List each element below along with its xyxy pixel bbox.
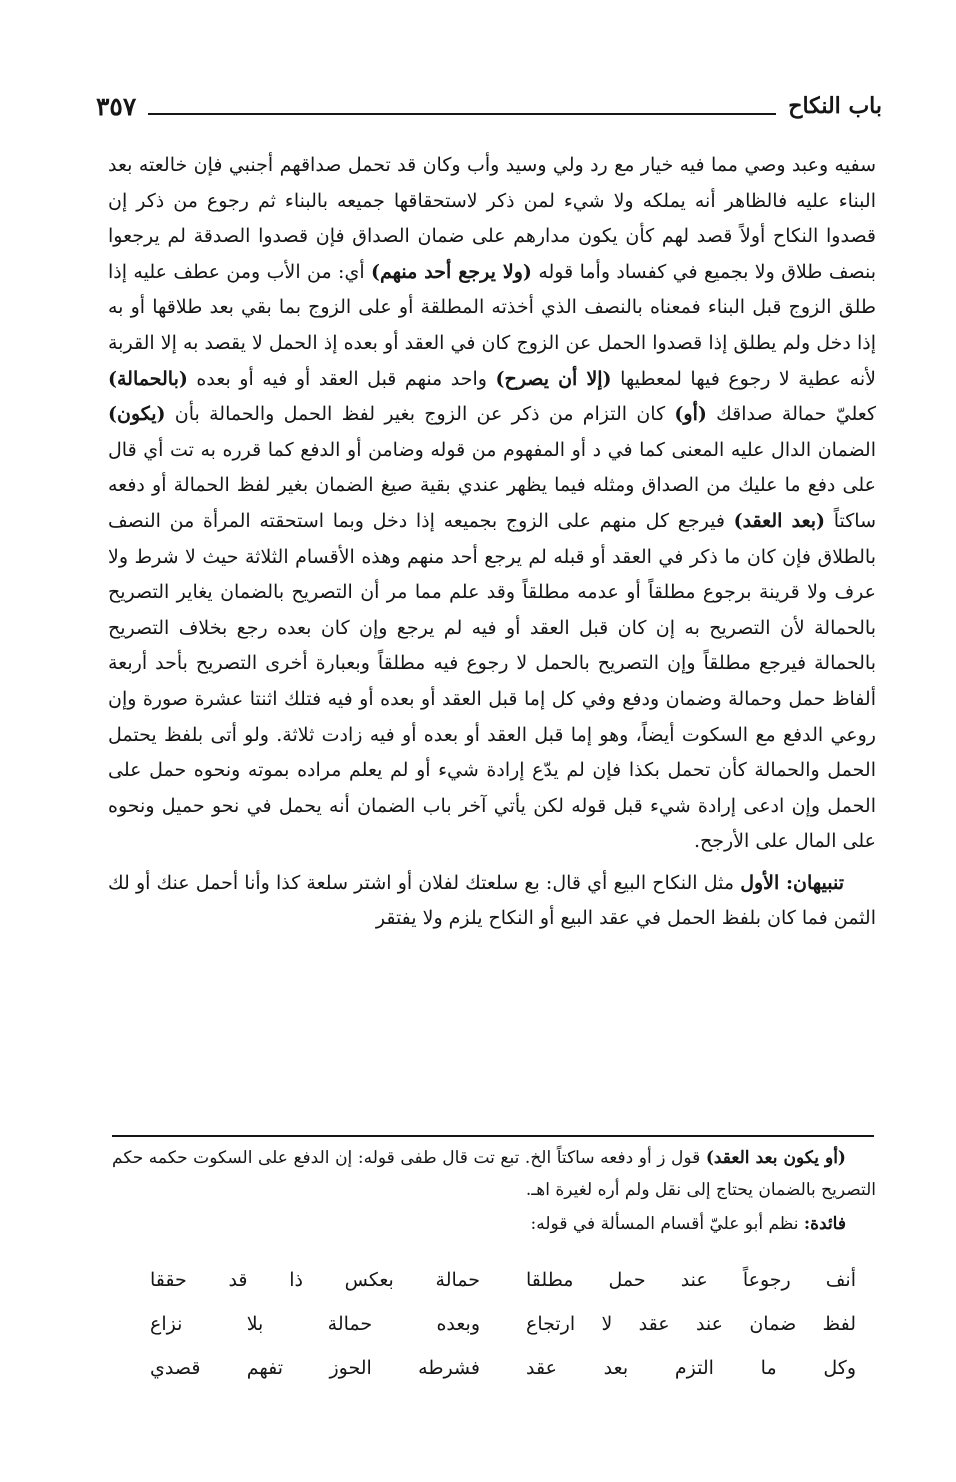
main-text [108,148,876,937]
quoted-phrase: (ولا يرجع أحد منهم) [371,260,532,283]
quoted-phrase: (أو) [674,403,707,426]
poem [150,1258,856,1390]
notes-paragraph: تنبيهان: الأول مثل النكاح البيع أي قال: بع سلعتك لفلان أو اشتر سلعة كذا وأنا أحمل عنك أو لك الثمن فما كان بلفظ الحمل في عقد البيع أو النكاح يلزم ولا يفتقر [108,871,876,930]
poem-verse [150,1258,856,1302]
quoted-phrase: (بالحمالة) [108,367,188,390]
running-header [96,86,882,126]
verse-second-half: وبعده حمالة بلا نزاع [150,1313,480,1335]
footnotes [112,1142,876,1240]
poem-verse [150,1302,856,1346]
footnote: (أو يكون بعد العقد) قول ز أو دفعه ساكتاً الخ. تبع تت قال طفى قوله: إن الدفع على السكوت حكمه حكم التصريح بالضمان يحتاج إلى نقل ولم أره لغيرة اهـ. [112,1148,876,1200]
quoted-phrase: (بعد العقد) [733,509,826,532]
main-paragraph: سفيه وعبد وصي مما فيه خيار مع رد ولي وسيد وأب وكان قد تحمل صداقهم أجنبي فإن خالعته بعد البناء عليه فالظاهر أنه يملكه ولا شيء لمن ذكر لاستحقاقها جميعه بالبناء ثم رجوع من ذكر إن قصدوا النكاح أولاً قصد لهم كأن يكون مدارهم على ضمان الصداق فإن قصدوا الصدقة لم يرجعوا بنصف طلاق ولا بجميع في كفساد وأما قوله (ولا يرجع أحد منهم) أي: من الأب ومن عطف عليه إذا طلق الزوج قبل البناء فمعناه بالنصف الذي أخذته المطلقة أو على الزوج بما بقي بعد طلاقها أو به إذا دخل ولم يطلق إذا قصدوا الحمل عن الزوج كان في العقد أو بعده إذ الحمل لا يقصد به إلا القربة لأنه عطية لا رجوع فيها لمعطيها (إلا أن يصرح) واحد منهم قبل العقد أو فيه أو بعده (بالحمالة) كعليّ حمالة صداقك (أو) كان التزام من ذكر عن الزوج بغير لفظ الحمل والحمالة بأن (يكون) الضمان الدال عليه المعنى كما في د أو المفهوم من قوله وضامن أو الدفع كما قرره به تت أي قال على دفع ما عليك من الصداق ومثله فيما يظهر عندي بقية صيغ الضمان بغير لفظ الحمالة أو دفعه ساكتاً (بعد العقد) فيرجع كل منهم على الزوج بجميعه إذا دخل وبما استحقته المرأة من النصف بالطلاق فإن كان ما ذكر في العقد أو قبله لم يرجع أحد منهم وهذه الأقسام الثلاثة حيث لا شرط ولا عرف ولا قرينة برجوع مطلقاً أو عدمه مطلقاً وقد علم مما مر أن التصريح بالضمان يغاير التصريح بالحمالة لأن التصريح به إن كان قبل العقد أو فيه لم يرجع وإن كان بعده رجع بخلاف التصريح بالحمالة فيرجع مطلقاً وإن التصريح بالحمل لا رجوع فيه مطلقاً وبعبارة أخرى التصريح بأحد أربعة ألفاظ حمل وحمالة وضمان ودفع وفي كل إما قبل العقد أو بعده أو فيه فتلك اثنتا عشرة صورة وإن روعي الدفع مع السكوت أيضاً، وهو إما قبل العقد أو بعده أو فيه زادت ثلاثة. ولو أتى بلفظ يحتمل الحمل والحمالة كأن تحمل بكذا فإن لم يدّع إرادة شيء أو لم يعلم مراده بموته ونحوه حمل على الحمل وإن ادعى إرادة شيء قبل قوله لكن يأتي آخر باب الضمان أنه يحمل في نحو حميل ونحوه على المال على الأرجح. [108,154,876,853]
faida-line: فائدة: نظم أبو عليّ أقسام المسألة في قوله: [530,1214,846,1234]
poem-verse [150,1346,856,1390]
page-number: ٣٥٧ [96,91,137,121]
chapter-title: باب النكاح [788,93,882,119]
notes-heading: تنبيهان: الأول [740,871,845,894]
verse-second-half: حمالة بعكس ذا قد حققا [150,1269,480,1291]
footnote-heading: (أو يكون بعد العقد) [705,1148,846,1168]
faida-heading: فائدة: [803,1214,846,1234]
header-rule [148,113,776,115]
verse-second-half: فشرطه الحوز تفهم قصدي [150,1357,480,1379]
verse-first-half: وكل ما التزم بعد عقد [526,1357,856,1379]
quoted-phrase: (إلا أن يصرح) [495,367,612,390]
footnote-separator [112,1135,874,1137]
verse-first-half: أنف رجوعاً عند حمل مطلقا [526,1269,856,1291]
verse-first-half: لفظ ضمان عند عقد لا ارتجاع [526,1313,856,1335]
quoted-phrase: (يكون) [108,403,166,426]
